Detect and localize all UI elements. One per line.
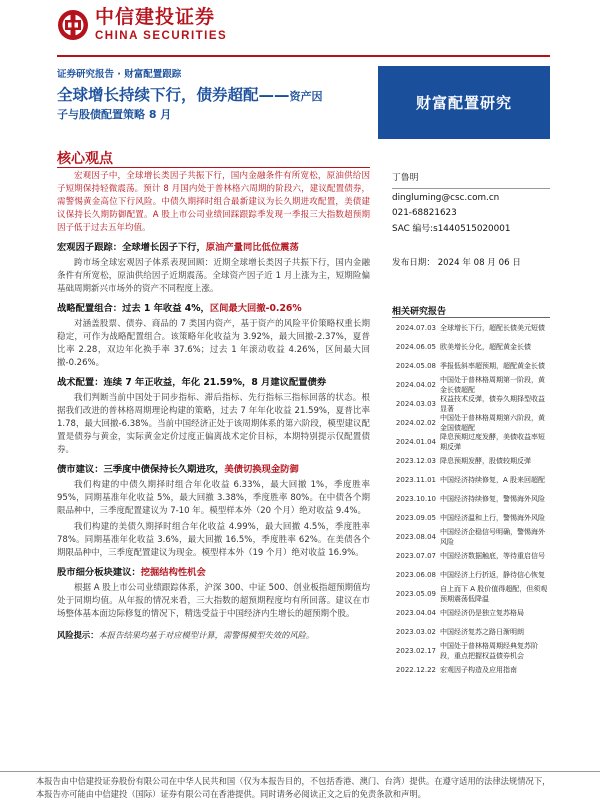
related-report-title[interactable]: 中国经济上行折返，静待信心恢复 [440, 570, 545, 579]
related-report-item[interactable] [392, 509, 550, 528]
related-report-item[interactable] [392, 357, 550, 376]
author-info [392, 171, 552, 237]
author-name: 丁鲁明 [392, 173, 419, 183]
footer-divider [0, 771, 600, 772]
citic-logo-icon [57, 9, 89, 41]
related-report-item[interactable] [392, 528, 550, 547]
related-report-item[interactable] [392, 452, 550, 471]
report-subtitle: 子与股债配置策略 8 月 [57, 108, 172, 121]
category-banner [378, 66, 550, 139]
lead-paragraph: 宏观因子中，全球增长类因子共振下行，国内金融条件有所宽松，原油供给因子短期保持轻微震荡。预计 8 月国内处于普林格六周期的阶段六，建议配置债券，需警惕黄金高位下行风险。中债久期择时组合最新建议为长久期进攻配置，美债建议保持长久期防御配置。A 股上市公司业绩回踩跟踪季发现一季报三大指数超预期因子低于过去五年均值。 [57, 171, 370, 233]
related-report-title[interactable]: 中国经济温和上行，警惕海外风险 [440, 513, 545, 522]
related-report-item[interactable] [392, 319, 550, 338]
related-report-date: 2024.05.08 [395, 361, 436, 370]
related-report-item[interactable] [392, 490, 550, 509]
related-report-date: 2023.10.10 [395, 494, 436, 503]
related-report-title[interactable]: 季报低斜率超预期，超配黄金长债 [440, 361, 545, 370]
core-views [57, 170, 370, 642]
related-report-date: 2024.03.03 [395, 399, 436, 408]
risk-warning: 风险提示：本报告结果均基于对应模型计算，需警惕模型失效的风险。 [57, 630, 315, 640]
related-report-item[interactable] [392, 395, 550, 414]
related-report-title[interactable]: 欧美增长分化，超配黄金长债 [440, 342, 531, 351]
section-title-macro: 宏观因子跟踪：全球增长因子下行，原油产量同比低位震荡 [57, 242, 299, 253]
related-report-title[interactable]: 中国经济仍是独立复苏格局 [440, 608, 524, 617]
related-report-date: 2023.03.02 [395, 627, 436, 636]
related-report-title[interactable]: 中国处于普林格周期经典复苏阶段，重点把握权益债券机会 [440, 642, 538, 660]
related-report-title[interactable]: 中国经济持续修复，警惕海外风险 [440, 494, 545, 503]
related-report-item[interactable] [392, 566, 550, 585]
brand-name-en: CHINA SECURITIES [95, 30, 228, 42]
disclaimer-line: 本报告亦可能由中信建投（国际）证券有限公司在香港提供。同时请务必阅读正文之后的免责条款和声明。 [36, 789, 426, 799]
related-report-item[interactable] [392, 604, 550, 623]
section-paragraph: 根据 A 股上市公司业绩跟踪体系，沪深 300、中证 500、创业板指超预期值均处于同期均值。从年报的情况来看，三大指数的超预期程度均有所回落。建议在市场整体基本面边际修复的情况下，精选受益于中国经济内生增长的超预期个股。 [57, 583, 370, 619]
section-title-tactical: 战术配置：连续 7 年正收益，年化 21.59%，8 月建议配置债券 [57, 377, 327, 388]
related-reports-list [392, 319, 550, 680]
related-report-date: 2023.05.09 [395, 589, 436, 598]
related-report-date: 2023.12.03 [395, 456, 436, 465]
related-report-title[interactable]: 中国经济企稳信号明确，警惕海外风险 [440, 528, 545, 546]
related-report-item[interactable] [392, 414, 550, 433]
disclaimer-line: 本报告由中信建投证券股份有限公司在中华人民共和国（仅为本报告目的，不包括香港、澳门、台湾）提供。在遵守适用的法律法规情况下， [36, 776, 551, 786]
related-report-title[interactable]: 宏观因子构造及应用指南 [440, 665, 517, 674]
brand-name-cn: 中信建投证券 [95, 6, 216, 28]
related-report-item[interactable] [392, 661, 550, 680]
category-banner-label: 财富配置研究 [415, 94, 512, 112]
section-paragraph: 我们构建的美债久期择时组合年化收益 4.99%，最大回撤 4.5%，季度胜率 78%。同期基准年化收益 3.6%，最大回撤 16.5%，季度胜率 62%。在美债各个期限品种中，三季度配置建议为现金。模型样本外（19 个月）绝对收益 16.9%。 [57, 522, 370, 558]
author-sac: SAC 编号:s1440515020001 [392, 223, 511, 234]
related-report-title[interactable]: 全球增长下行，超配长债美元短债 [440, 323, 545, 332]
section-paragraph: 我们判断当前中国处于同步指标、滞后指标、先行指标三指标回落的状态。根据我们改进的普林格周期理论构建的策略，过去 7 年年化收益 21.59%，夏普比率 1.78，最大回撤-6.38%。当前中国经济正处于该周期体系的第六阶段，模型建议配置是债券与黄金，实际黄金定价过度正偏离战术定价目标，本期特别提示仅配置债券。 [57, 393, 370, 455]
related-report-item[interactable] [392, 376, 550, 395]
related-report-date: 2023.02.17 [395, 646, 436, 655]
section-paragraph: 跨市场全球宏观因子体系表现回顾：近期全球增长类因子共振下行，国内金融条件有所宽松，原油供给因子近期震荡。全球资产因子近 1 月上涨为主，短期险偏基础周期新兴市场外的资产不同程度上涨。 [57, 258, 370, 294]
related-report-item[interactable] [392, 642, 550, 661]
related-report-date: 2024.02.02 [395, 418, 436, 427]
related-report-title[interactable]: 中国经济复苏之路日渐明朗 [440, 627, 524, 636]
related-report-date: 2023.09.05 [395, 513, 436, 522]
related-report-date: 2023.08.04 [395, 532, 436, 541]
report-title-suffix: 资产因 [289, 90, 323, 103]
related-report-date: 2024.04.02 [395, 380, 436, 389]
related-report-item[interactable] [392, 471, 550, 490]
related-report-title[interactable]: 中国处于普林格周期第六阶段，黄金国债超配 [440, 414, 545, 432]
publish-date: 发布日期： 2024 年 08 月 06 日 [392, 258, 521, 268]
related-report-title[interactable]: 自上而下 A 股价值得超配，但须观预期震荡低降温 [440, 585, 548, 603]
related-report-item[interactable] [392, 547, 550, 566]
related-report-item[interactable] [392, 585, 550, 604]
section-title-bond: 债市建议：三季度中债保持长久期进攻，美债切换现金防御 [57, 464, 299, 475]
section-title-equity: 股市细分板块建议：挖掘结构性机会 [57, 567, 206, 578]
related-reports-title: 相关研究报告 [392, 307, 447, 317]
section-heading: 核心观点 [57, 151, 113, 167]
author-divider [392, 188, 550, 189]
related-report-item[interactable] [392, 623, 550, 642]
related-report-date: 2023.11.01 [395, 475, 436, 484]
related-report-title[interactable]: 中国经济持续修复，A 股来回超配 [440, 475, 546, 484]
related-divider [392, 317, 550, 318]
report-title-main: 全球增长持续下行，债券超配—— [57, 86, 290, 104]
related-report-title[interactable]: 权益技术反弹，债券久期择型收益显著 [440, 395, 545, 413]
section-paragraph: 对涵盖股票、债券、商品的 7 类国内资产，基于资产的风险平价策略权重长期稳定，可作为战略配置组合。该策略年化收益为 3.92%，最大回撤-2.37%，夏普比率 2.28，双边年化换手率 37.6%；过去 1 年滚动收益 4.26%，区间最大回撤-0.26%。 [57, 319, 370, 368]
related-report-date: 2023.07.07 [395, 551, 436, 560]
section-title-strategic: 战略配置组合：过去 1 年收益 4%，区间最大回撤-0.26% [57, 303, 302, 314]
related-report-title[interactable]: 中国经济数据触底，等待重启信号 [440, 551, 545, 560]
related-report-title[interactable]: 中国处于普林格周期第一阶段，黄金长债超配 [440, 376, 545, 394]
series-label: 证券研究报告 · 财富配置跟踪 [57, 69, 182, 80]
related-report-item[interactable] [392, 338, 550, 357]
related-report-title[interactable]: 降息预期发酵，股债较期反弹 [440, 456, 531, 465]
section-divider [57, 167, 370, 168]
related-report-item[interactable] [392, 433, 550, 452]
related-report-title[interactable]: 降息预期过度发酵，美债收益率短期反弹 [440, 433, 545, 451]
author-email[interactable]: dingluming@csc.com.cn [392, 192, 500, 203]
header-divider [57, 55, 550, 57]
related-report-date: 2023.04.04 [395, 608, 436, 617]
related-report-date: 2024.06.05 [395, 342, 436, 351]
report-title [57, 83, 377, 105]
related-report-date: 2024.07.03 [395, 323, 436, 332]
related-report-date: 2024.01.04 [395, 437, 436, 446]
disclaimer-footer [0, 775, 600, 800]
author-phone: 021-68821623 [392, 208, 457, 218]
related-report-date: 2023.06.08 [395, 570, 436, 579]
related-report-date: 2022.12.22 [395, 665, 436, 674]
brand-logo [57, 8, 227, 43]
section-paragraph: 我们构建的中债久期择时组合年化收益 6.33%，最大回撤 1%，季度胜率 95%，同期基准年化收益 5%，最大回撤 3.38%，季度胜率 80%。在中债各个期限品种中，三季度配置建议为 7-10 年。模型样本外（20 个月）绝对收益 9.4%。 [57, 480, 370, 516]
